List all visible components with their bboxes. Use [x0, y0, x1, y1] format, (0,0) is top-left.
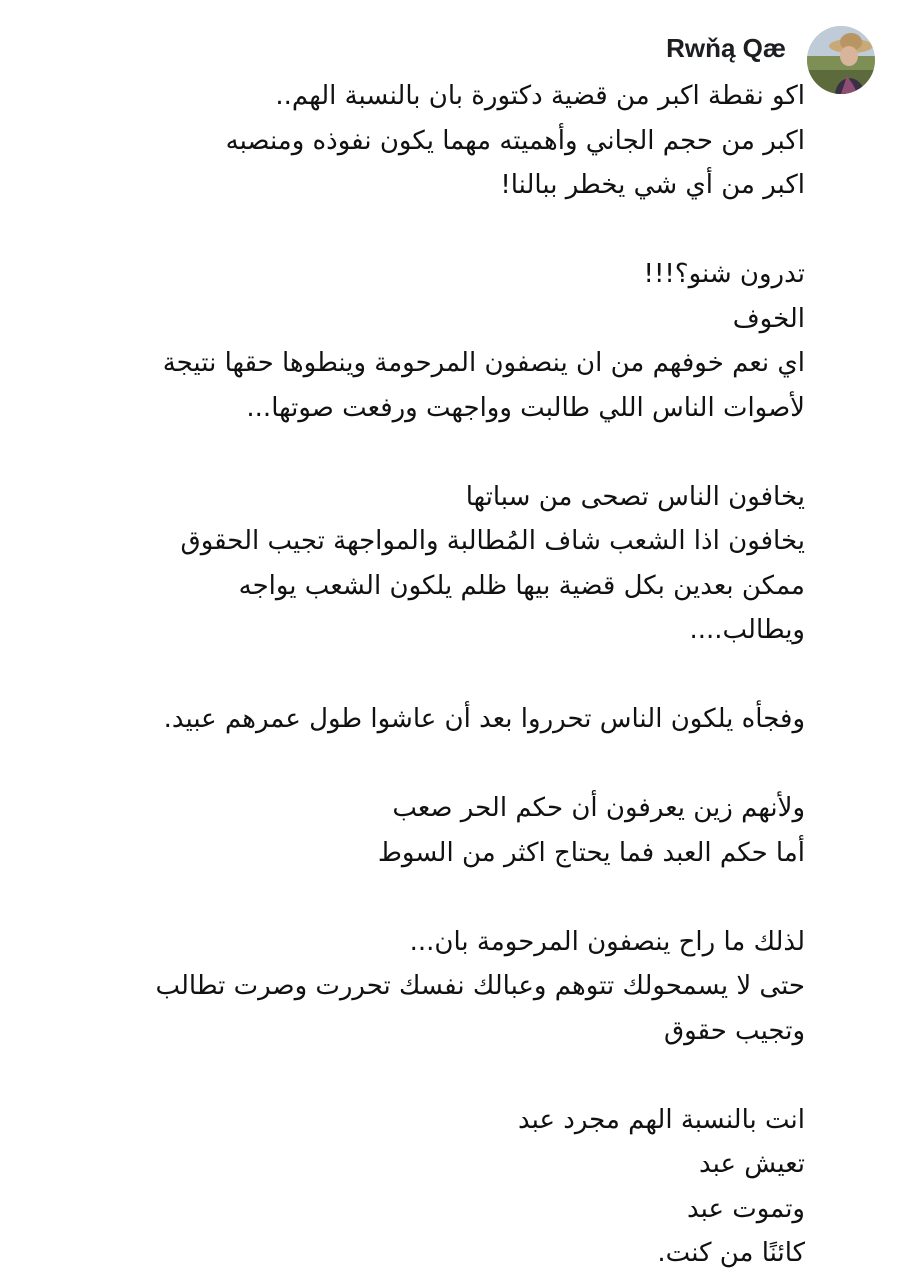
- paragraph-gap: [25, 208, 805, 253]
- avatar[interactable]: [807, 26, 875, 94]
- text-line: اكو نقطة اكبر من قضية دكتورة بان بالنسبة الهم..: [275, 81, 805, 111]
- text-line: لذلك ما راح ينصفون المرحومة بان...: [409, 926, 805, 957]
- text-line: أما حكم العبد فما يحتاج اكثر من السوط: [377, 837, 805, 868]
- post-body: [25, 74, 805, 1276]
- text-line: انت بالنسبة الهم مجرد عبد: [517, 1104, 805, 1135]
- text-line: حتى لا يسمحولك تتوهم وعبالك نفسك تحررت وصرت تطالب: [155, 971, 805, 1001]
- text-line: كائنًا من كنت.: [657, 1238, 805, 1268]
- text-line: يخافون اذا الشعب شاف المُطالبة والمواجهة تجيب الحقوق: [180, 526, 805, 556]
- avatar-image: [807, 26, 875, 94]
- text-line: وتجيب حقوق: [663, 1015, 805, 1046]
- text-line: وفجأه يلكون الناس تحرروا بعد أن عاشوا طول عمرهم عبيد.: [163, 704, 805, 734]
- text-line: يخافون الناس تصحى من سباتها: [465, 481, 805, 512]
- text-line: ويطالب....: [689, 615, 805, 645]
- text-line: وتموت عبد: [686, 1193, 805, 1224]
- text-line: اي نعم خوفهم من ان ينصفون المرحومة وينطوها حقها نتيجة: [162, 348, 805, 378]
- text-line: الخوف: [732, 303, 805, 334]
- text-line: تدرون شنو؟!!!: [643, 259, 805, 289]
- text-line: ولأنهم زين يعرفون أن حكم الحر صعب: [392, 793, 805, 823]
- paragraph-gap: [25, 430, 805, 475]
- text-line: لأصوات الناس اللي طالبت وواجهت ورفعت صوتها...: [246, 392, 805, 423]
- text-line: ممكن بعدين بكل قضية بيها ظلم يلكون الشعب يواجه: [238, 570, 805, 601]
- paragraph-gap: [25, 875, 805, 920]
- text-line: تعيش عبد: [698, 1149, 805, 1179]
- text-line: اكبر من أي شي يخطر ببالنا!: [500, 170, 805, 200]
- paragraph-gap: [25, 653, 805, 698]
- paragraph-gap: [25, 742, 805, 787]
- text-line: اكبر من حجم الجاني وأهميته مهما يكون نفوذه ومنصبه: [225, 125, 805, 156]
- paragraph-gap: [25, 1053, 805, 1098]
- author-name[interactable]: Rwňą Qæ: [666, 33, 786, 63]
